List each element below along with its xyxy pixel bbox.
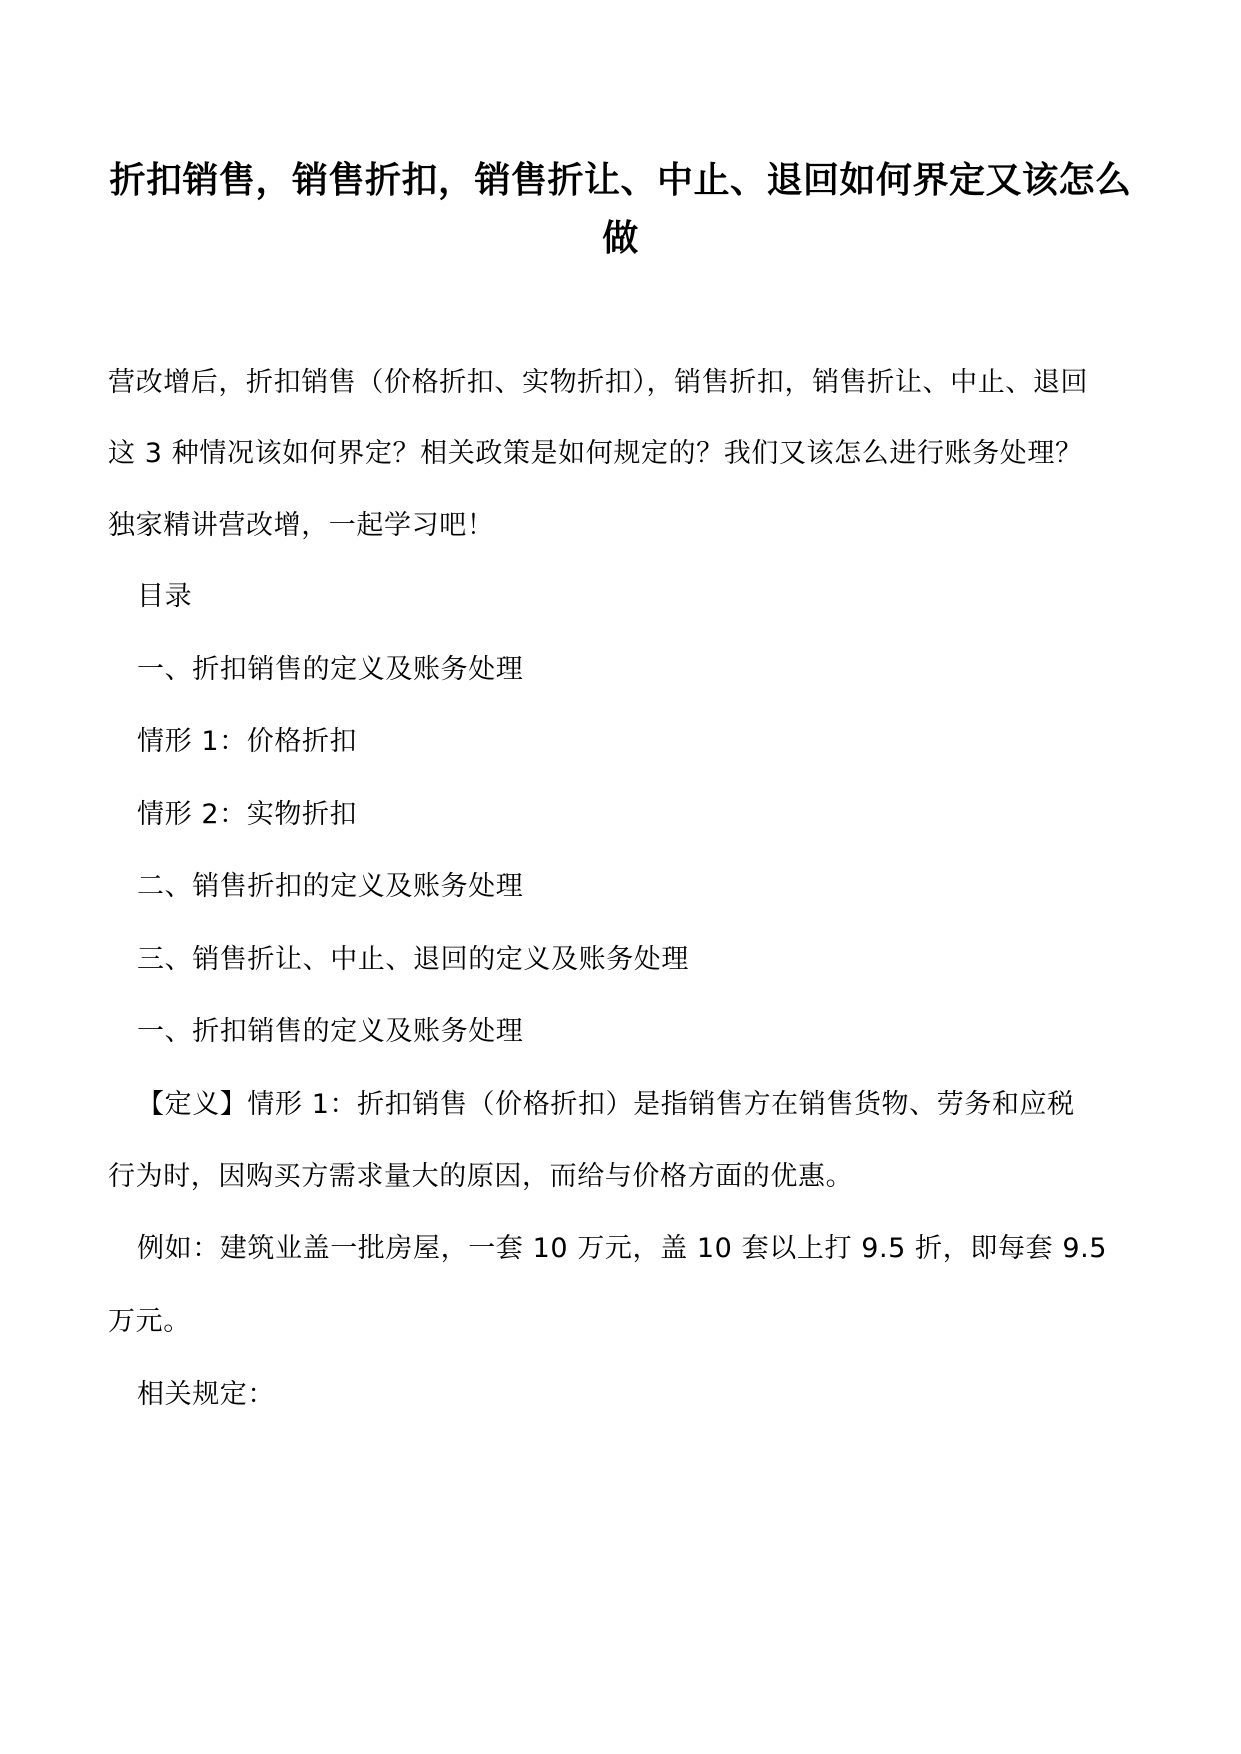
toc-item-1-case-1: 情形 1：价格折扣: [137, 726, 358, 757]
example-line-1: 例如：建筑业盖一批房屋，一套 10 万元，盖 10 套以上打 9.5 折，即每套 9.5: [137, 1233, 1108, 1264]
definition-line-2: 行为时，因购买方需求量大的原因，而给与价格方面的优惠。: [108, 1161, 854, 1192]
intro-line-3: 独家精讲营改增，一起学习吧！: [108, 510, 495, 541]
section-1-heading: 一、折扣销售的定义及账务处理: [137, 1016, 524, 1047]
intro-line-1: 营改增后，折扣销售（价格折扣、实物折扣），销售折扣，销售折让、中止、退回: [108, 367, 1089, 398]
toc-item-1-case-2: 情形 2：实物折扣: [137, 799, 358, 830]
toc-heading: 目录: [137, 581, 193, 612]
toc-item-3: 三、销售折让、中止、退回的定义及账务处理: [137, 944, 689, 975]
related-rules-label: 相关规定：: [137, 1379, 275, 1410]
definition-line-1: 【定义】情形 1：折扣销售（价格折扣）是指销售方在销售货物、劳务和应税: [137, 1089, 1075, 1120]
toc-item-1: 一、折扣销售的定义及账务处理: [137, 654, 524, 685]
intro-line-2: 这 3 种情况该如何界定？相关政策是如何规定的？我们又该怎么进行账务处理？: [108, 438, 1083, 469]
toc-item-2: 二、销售折扣的定义及账务处理: [137, 871, 524, 902]
document-title: 折扣销售，销售折扣，销售折让、中止、退回如何界定又该怎么做: [109, 160, 1132, 259]
example-line-2: 万元。: [108, 1306, 191, 1337]
